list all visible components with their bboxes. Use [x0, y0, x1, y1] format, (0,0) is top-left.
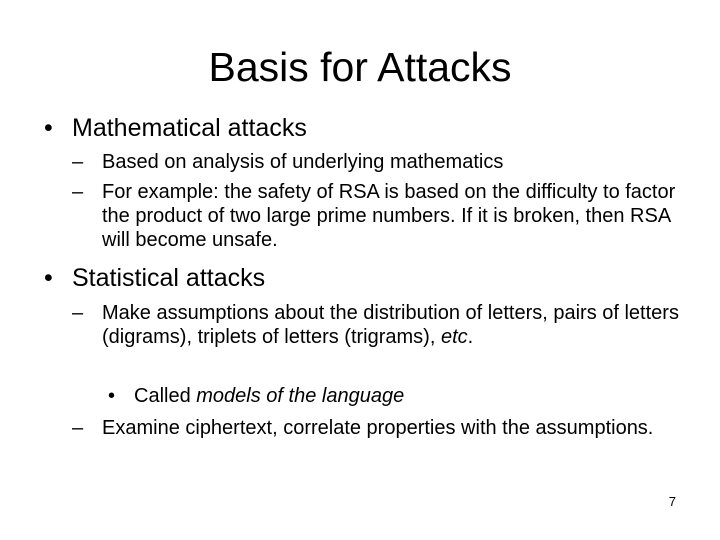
dash-marker: – [72, 302, 84, 324]
dash-marker: – [72, 417, 84, 439]
sub-item-text-italic: etc [440, 326, 468, 348]
dash-marker: – [72, 181, 84, 203]
bullet-marker: • [44, 264, 53, 292]
sub-item-text-end: . [467, 326, 474, 348]
bullet-marker: • [108, 385, 116, 407]
slide-title: Basis for Attacks [208, 44, 512, 90]
sub-item-examine-ciphertext [72, 416, 692, 440]
page-number: 7 [668, 494, 676, 509]
sub-item-text: Based on analysis of underlying mathematics [102, 151, 504, 173]
bullet-statistical-attacks [44, 263, 265, 293]
sub-sub-item-text-italic: models of the language [196, 385, 405, 407]
bullet-heading: Mathematical attacks [72, 114, 307, 142]
sub-sub-item-text-plain: Called [134, 385, 197, 407]
sub-item-underlying-math [72, 150, 692, 174]
sub-item-text [102, 301, 692, 349]
bullet-heading: Statistical attacks [72, 264, 266, 292]
bullet-marker: • [44, 114, 53, 142]
sub-item-text: Examine ciphertext, correlate properties with the assumptions. [102, 417, 654, 439]
sub-sub-item-models [108, 384, 404, 408]
sub-item-text: For example: the safety of RSA is based on the difficulty to factor the product of two large prime numbers. If it is broken, then RSA will become unsafe. [102, 181, 676, 251]
sub-item-rsa-example [72, 180, 692, 252]
dash-marker: – [72, 151, 84, 173]
sub-item-text-plain: Make assumptions about the distribution of letters, pairs of letters (digrams), triplets of letters (trigrams), [102, 302, 679, 348]
bullet-mathematical-attacks [44, 113, 307, 143]
sub-item-assumptions [72, 301, 692, 349]
